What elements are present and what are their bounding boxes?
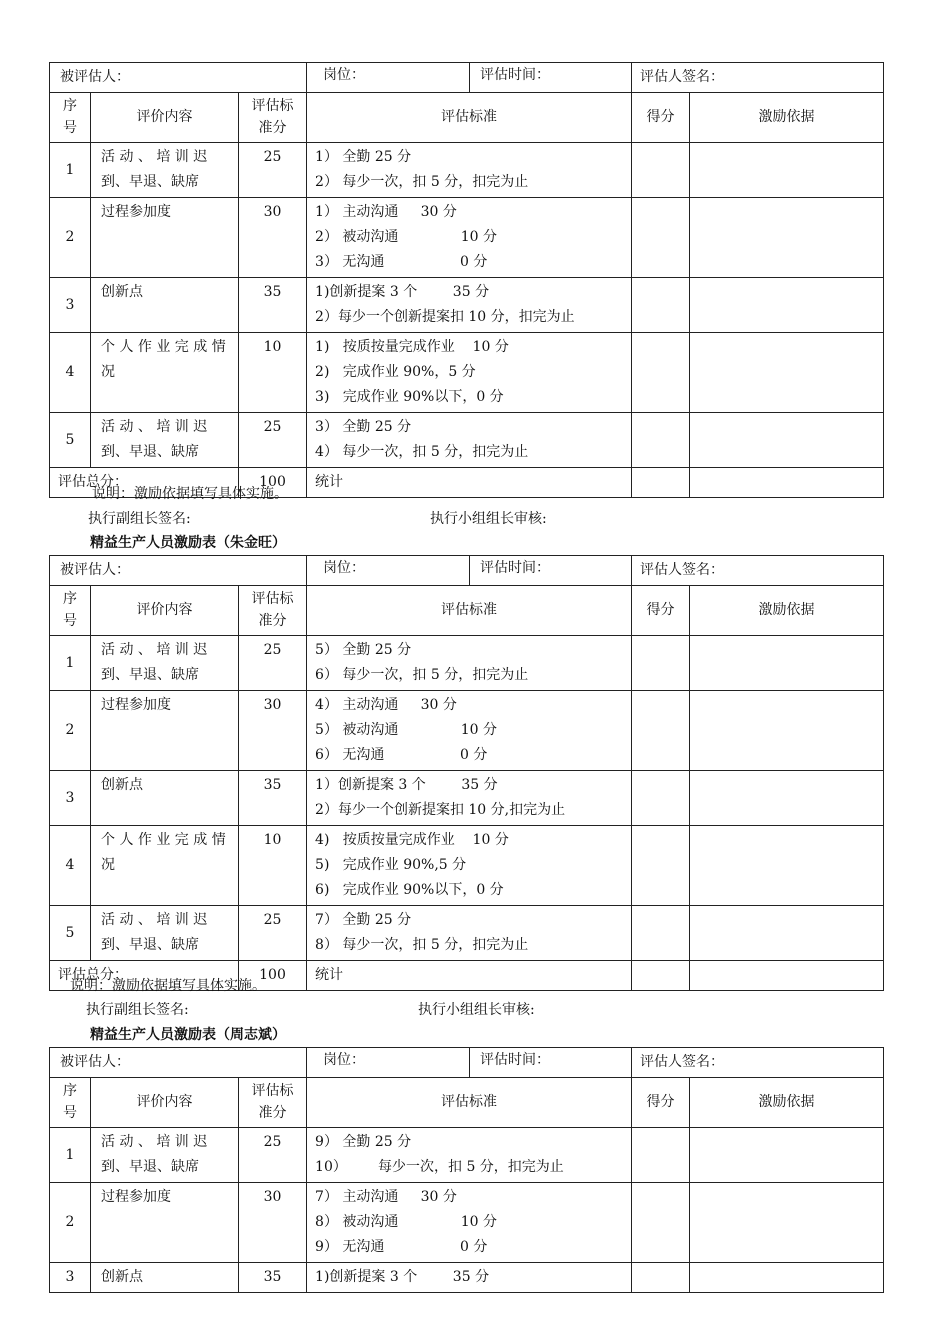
row-std-score: 30 — [239, 691, 307, 771]
row-basis-cell[interactable] — [690, 143, 884, 198]
criteria-line: 7） 全勤 25 分 — [315, 912, 412, 928]
row-score-cell[interactable] — [632, 691, 690, 771]
criteria-line: 4) 按质按量完成作业 10 分 — [315, 832, 509, 848]
criteria-line: 1) 按质按量完成作业 10 分 — [315, 339, 509, 355]
evaluatee-label: 被评估人： — [50, 556, 307, 586]
info-row — [50, 556, 884, 586]
column-header-row — [50, 586, 884, 636]
row-score-cell[interactable] — [632, 1263, 690, 1293]
row-criteria — [307, 278, 632, 333]
total-basis-cell[interactable] — [690, 961, 884, 991]
eval-time-label: 评估时间： — [469, 1048, 631, 1077]
row-basis-cell[interactable] — [690, 691, 884, 771]
row-no: 4 — [50, 826, 91, 906]
column-header-row — [50, 93, 884, 143]
leader-review-label-1: 执行小组组长审核: — [430, 511, 547, 527]
row-content: 个 人 作 业 完 成 情况 — [91, 333, 239, 413]
col-no-header: 序号 — [50, 586, 91, 636]
criteria-line: 3) 完成作业 90%以下，0 分 — [315, 389, 504, 405]
row-criteria — [307, 1128, 632, 1183]
deputy-sign-label-2: 执行副组长签名: — [86, 1002, 189, 1018]
criteria-line: 5) 完成作业 90%,5 分 — [315, 857, 467, 873]
row-basis-cell[interactable] — [690, 906, 884, 961]
row-criteria — [307, 143, 632, 198]
col-basis-header: 激励依据 — [690, 586, 884, 636]
row-score-cell[interactable] — [632, 198, 690, 278]
total-score-cell[interactable] — [632, 961, 690, 991]
criteria-line: 6） 每少一次，扣 5 分，扣完为止 — [315, 667, 529, 683]
row-no: 2 — [50, 1183, 91, 1263]
table-row — [50, 413, 884, 468]
criteria-line: 6) 完成作业 90%以下，0 分 — [315, 882, 504, 898]
col-std-score-header: 评估标准分 — [239, 586, 307, 636]
col-score-header: 得分 — [632, 93, 690, 143]
table-row — [50, 278, 884, 333]
row-content: 过程参加度 — [91, 691, 239, 771]
stat-label: 统计 — [307, 468, 632, 498]
info-row — [50, 63, 884, 93]
row-no: 1 — [50, 1128, 91, 1183]
criteria-line: 4） 主动沟通 30 分 — [315, 697, 457, 713]
row-criteria — [307, 413, 632, 468]
col-criteria-header: 评估标准 — [307, 93, 632, 143]
col-basis-header: 激励依据 — [690, 1078, 884, 1128]
stat-label: 统计 — [307, 961, 632, 991]
criteria-line: 8） 被动沟通 10 分 — [315, 1214, 497, 1230]
eval-time-label: 评估时间： — [469, 63, 631, 92]
row-score-cell[interactable] — [632, 826, 690, 906]
evaluator-sign-label: 评估人签名： — [632, 63, 884, 93]
row-basis-cell[interactable] — [690, 333, 884, 413]
criteria-line: 1） 主动沟通 30 分 — [315, 204, 457, 220]
row-score-cell[interactable] — [632, 143, 690, 198]
criteria-line: 7） 主动沟通 30 分 — [315, 1189, 457, 1205]
row-no: 3 — [50, 1263, 91, 1293]
evaluator-sign-label: 评估人签名： — [632, 556, 884, 586]
row-score-cell[interactable] — [632, 413, 690, 468]
row-score-cell[interactable] — [632, 1128, 690, 1183]
table-row — [50, 906, 884, 961]
row-no: 5 — [50, 906, 91, 961]
row-criteria — [307, 771, 632, 826]
criteria-line: 5） 被动沟通 10 分 — [315, 722, 497, 738]
row-content: 活 动 、 培 训 迟到、早退、缺席 — [91, 636, 239, 691]
total-basis-cell[interactable] — [690, 468, 884, 498]
row-std-score: 10 — [239, 826, 307, 906]
col-std-score-header: 评估标准分 — [239, 93, 307, 143]
row-score-cell[interactable] — [632, 1183, 690, 1263]
criteria-line: 8） 每少一次，扣 5 分，扣完为止 — [315, 937, 529, 953]
row-basis-cell[interactable] — [690, 771, 884, 826]
column-header-row — [50, 1078, 884, 1128]
row-score-cell[interactable] — [632, 278, 690, 333]
table-title-1: 精益生产人员激励表（朱金旺） — [90, 535, 286, 551]
row-basis-cell[interactable] — [690, 826, 884, 906]
criteria-line: 3） 无沟通 0 分 — [315, 254, 488, 270]
note-explain-1: 说明：激励依据填写具体实施。 — [92, 486, 288, 502]
row-criteria — [307, 1263, 632, 1293]
row-no: 1 — [50, 636, 91, 691]
criteria-line: 10） 每少一次，扣 5 分，扣完为止 — [315, 1159, 564, 1175]
row-content: 过程参加度 — [91, 198, 239, 278]
row-content: 活 动 、 培 训 迟到、早退、缺席 — [91, 906, 239, 961]
criteria-line: 2）每少一个创新提案扣 10 分，扣完为止 — [315, 309, 575, 325]
info-row — [50, 1048, 884, 1078]
leader-review-label-2: 执行小组组长审核: — [418, 1002, 535, 1018]
deputy-sign-label-1: 执行副组长签名: — [88, 511, 191, 527]
criteria-line: 1） 全勤 25 分 — [315, 149, 412, 165]
row-std-score: 35 — [239, 278, 307, 333]
row-content: 个 人 作 业 完 成 情况 — [91, 826, 239, 906]
row-basis-cell[interactable] — [690, 413, 884, 468]
row-content: 过程参加度 — [91, 1183, 239, 1263]
row-content: 活 动 、 培 训 迟到、早退、缺席 — [91, 143, 239, 198]
row-std-score: 35 — [239, 1263, 307, 1293]
criteria-line: 9） 全勤 25 分 — [315, 1134, 412, 1150]
row-criteria — [307, 198, 632, 278]
criteria-line: 4） 每少一次，扣 5 分，扣完为止 — [315, 444, 529, 460]
col-content-header: 评价内容 — [91, 93, 239, 143]
table-row — [50, 771, 884, 826]
info-mid — [307, 556, 632, 586]
note-explain-2: 说明：激励依据填写具体实施。 — [70, 978, 266, 994]
evaluator-sign-label: 评估人签名： — [632, 1048, 884, 1078]
row-basis-cell[interactable] — [690, 1263, 884, 1293]
evaluatee-label: 被评估人： — [50, 1048, 307, 1078]
row-std-score: 30 — [239, 1183, 307, 1263]
row-criteria — [307, 636, 632, 691]
row-std-score: 10 — [239, 333, 307, 413]
total-label: 评估总分： — [50, 468, 239, 498]
row-std-score: 35 — [239, 771, 307, 826]
row-std-score: 25 — [239, 636, 307, 691]
row-criteria — [307, 691, 632, 771]
row-content: 创新点 — [91, 278, 239, 333]
row-basis-cell[interactable] — [690, 198, 884, 278]
col-basis-header: 激励依据 — [690, 93, 884, 143]
row-std-score: 25 — [239, 413, 307, 468]
table-row — [50, 143, 884, 198]
row-criteria — [307, 333, 632, 413]
row-std-score: 25 — [239, 1128, 307, 1183]
eval-table-3 — [49, 1047, 884, 1293]
row-std-score: 30 — [239, 198, 307, 278]
info-mid — [307, 1048, 632, 1078]
row-no: 3 — [50, 771, 91, 826]
col-content-header: 评价内容 — [91, 1078, 239, 1128]
col-criteria-header: 评估标准 — [307, 586, 632, 636]
row-std-score: 25 — [239, 906, 307, 961]
row-score-cell[interactable] — [632, 771, 690, 826]
row-criteria — [307, 1183, 632, 1263]
position-label: 岗位： — [323, 67, 366, 83]
evaluatee-label: 被评估人： — [50, 63, 307, 93]
criteria-line: 2） 被动沟通 10 分 — [315, 229, 497, 245]
total-value: 100 — [239, 961, 307, 991]
total-value: 100 — [239, 468, 307, 498]
col-score-header: 得分 — [632, 1078, 690, 1128]
table-row — [50, 636, 884, 691]
table-row — [50, 1263, 884, 1293]
row-no: 2 — [50, 198, 91, 278]
row-no: 4 — [50, 333, 91, 413]
table-row — [50, 826, 884, 906]
row-criteria — [307, 906, 632, 961]
row-basis-cell[interactable] — [690, 636, 884, 691]
total-label: 评估总分： — [50, 961, 239, 991]
row-score-cell[interactable] — [632, 906, 690, 961]
criteria-line: 5） 全勤 25 分 — [315, 642, 412, 658]
table-row — [50, 198, 884, 278]
row-score-cell[interactable] — [632, 636, 690, 691]
criteria-line: 9） 无沟通 0 分 — [315, 1239, 488, 1255]
row-no: 1 — [50, 143, 91, 198]
col-criteria-header: 评估标准 — [307, 1078, 632, 1128]
row-basis-cell[interactable] — [690, 278, 884, 333]
row-no: 3 — [50, 278, 91, 333]
position-label: 岗位： — [323, 1052, 366, 1068]
criteria-line: 6） 无沟通 0 分 — [315, 747, 488, 763]
criteria-line: 1）创新提案 3 个 35 分 — [315, 777, 498, 793]
row-no: 5 — [50, 413, 91, 468]
table-row — [50, 691, 884, 771]
table-row — [50, 333, 884, 413]
row-score-cell[interactable] — [632, 333, 690, 413]
row-no: 2 — [50, 691, 91, 771]
row-content: 活 动 、 培 训 迟到、早退、缺席 — [91, 413, 239, 468]
eval-time-label: 评估时间： — [469, 556, 631, 585]
total-score-cell[interactable] — [632, 468, 690, 498]
row-std-score: 25 — [239, 143, 307, 198]
criteria-line: 1)创新提案 3 个 35 分 — [315, 1269, 490, 1285]
row-content: 活 动 、 培 训 迟到、早退、缺席 — [91, 1128, 239, 1183]
table-title-2: 精益生产人员激励表（周志斌） — [90, 1027, 286, 1043]
col-content-header: 评价内容 — [91, 586, 239, 636]
eval-table-2 — [49, 555, 884, 991]
row-content: 创新点 — [91, 1263, 239, 1293]
row-basis-cell[interactable] — [690, 1128, 884, 1183]
criteria-line: 2） 每少一次，扣 5 分，扣完为止 — [315, 174, 529, 190]
row-content: 创新点 — [91, 771, 239, 826]
table-row — [50, 1128, 884, 1183]
row-basis-cell[interactable] — [690, 1183, 884, 1263]
col-std-score-header: 评估标准分 — [239, 1078, 307, 1128]
info-mid — [307, 63, 632, 93]
col-no-header: 序号 — [50, 93, 91, 143]
criteria-line: 1)创新提案 3 个 35 分 — [315, 284, 490, 300]
eval-table-1 — [49, 62, 884, 498]
criteria-line: 2) 完成作业 90%，5 分 — [315, 364, 476, 380]
col-no-header: 序号 — [50, 1078, 91, 1128]
criteria-line: 3） 全勤 25 分 — [315, 419, 412, 435]
row-criteria — [307, 826, 632, 906]
position-label: 岗位： — [323, 560, 366, 576]
col-score-header: 得分 — [632, 586, 690, 636]
table-row — [50, 1183, 884, 1263]
criteria-line: 2）每少一个创新提案扣 10 分,扣完为止 — [315, 802, 566, 818]
